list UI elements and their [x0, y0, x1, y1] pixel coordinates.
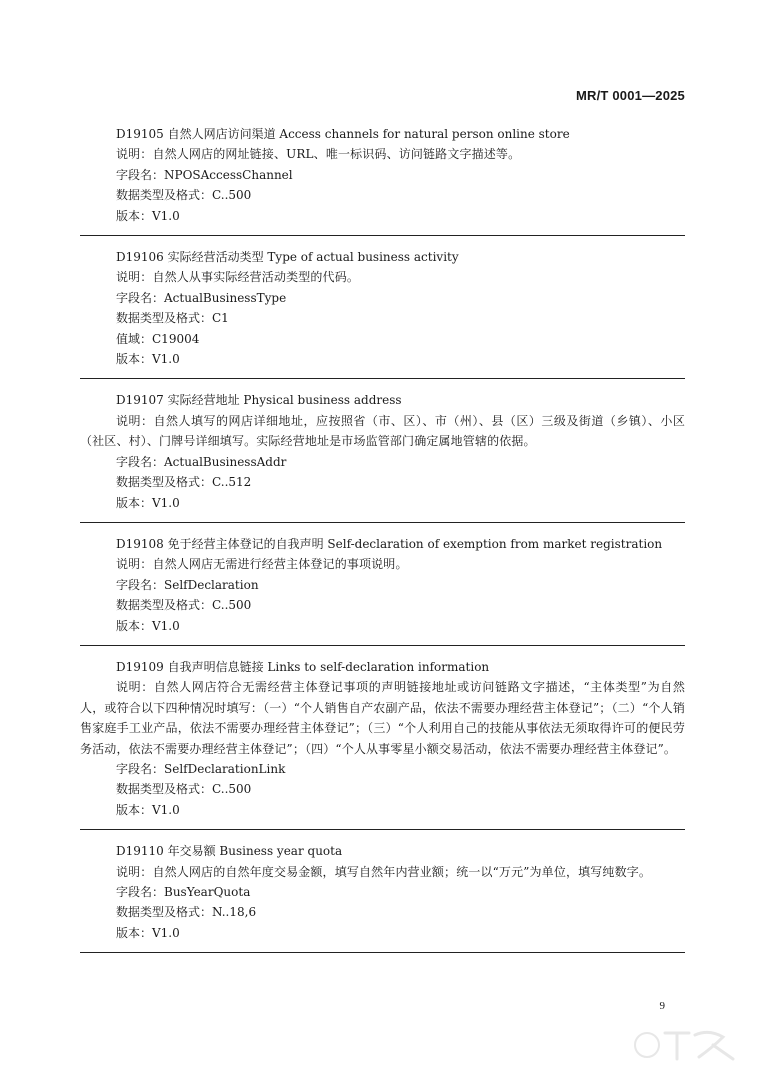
entry-description: 说明：自然人从事实际经营活动类型的代码。: [116, 270, 360, 285]
standard-code: MR/T 0001—2025: [575, 88, 685, 103]
entry-version: 版本：V1.0: [116, 352, 180, 367]
entry-version: 版本：V1.0: [116, 802, 180, 817]
entry-title: D19106 实际经营活动类型 Type of actual business activity: [116, 250, 459, 265]
data-element-entry: [80, 841, 685, 953]
entry-version: 版本：V1.0: [116, 618, 180, 633]
entry-description: 说明：自然人网店的网址链接、URL、唯一标识码、访问链路文字描述等。: [116, 147, 521, 162]
entry-field-name: 字段名：ActualBusinessType: [116, 290, 287, 305]
entry-version: 版本：V1.0: [116, 208, 180, 223]
entry-field-name: 字段名：SelfDeclaration: [116, 577, 259, 592]
entry-data-type: 数据类型及格式：N..18,6: [116, 905, 257, 920]
document-body: [80, 124, 685, 964]
page-number: 9: [659, 1000, 665, 1012]
entry-data-type: 数据类型及格式：C..500: [116, 598, 252, 613]
entry-description: 说明：自然人网店无需进行经营主体登记的事项说明。: [116, 557, 408, 572]
watermark-logo-icon: [629, 1023, 749, 1069]
entry-data-type: 数据类型及格式：C..500: [116, 188, 252, 203]
data-element-entry: [80, 124, 685, 236]
entry-field-name: 字段名：BusYearQuota: [116, 885, 251, 899]
entry-value-domain: 值域：C19004: [116, 331, 200, 346]
entry-description: 说明：自然人网店的自然年度交易金额，填写自然年内营业额；统一以“万元”为单位，填写纯数字。: [116, 864, 652, 879]
entry-field-name: 字段名：SelfDeclarationLink: [116, 761, 286, 776]
entry-description: 说明：自然人填写的网店详细地址，应按照省（市、区）、市（州）、县（区）三级及街道（乡镇）、小区（社区、村）、门牌号详细填写。实际经营地址是市场监管部门确定属地管辖的依据。: [80, 413, 685, 449]
entry-data-type: 数据类型及格式：C..500: [116, 782, 252, 797]
data-element-entry: [80, 390, 685, 522]
entry-version: 版本：V1.0: [116, 495, 180, 510]
entry-description: 说明：自然人网店符合无需经营主体登记事项的声明链接地址或访问链路文字描述，“主体类型”为自然人，或符合以下四种情况时填写：（一）“个人销售自产农副产品，依法不需要办理经营主体登记”；（二）“个人销售家庭手工业产品，依法不需要办理经营主体登记”；（三）“个人利用自己的技能从事依法无须取得许可的便民劳务活动，依法不需要办理经营主体登记”；（四）“个人从事零星小额交易活动，依法不需要办理经营主体登记”。: [80, 680, 685, 756]
data-element-entry: [80, 247, 685, 379]
entry-title: D19105 自然人网店访问渠道 Access channels for natural person online store: [116, 127, 570, 141]
data-element-entry: [80, 534, 685, 646]
entry-title: D19108 免于经营主体登记的自我声明 Self-declaration of exemption from market registration: [116, 536, 663, 551]
data-element-entry: [80, 657, 685, 830]
entry-field-name: 字段名：NPOSAccessChannel: [116, 167, 293, 182]
entry-field-name: 字段名：ActualBusinessAddr: [116, 454, 287, 469]
entry-data-type: 数据类型及格式：C..512: [116, 475, 252, 490]
entry-title: D19107 实际经营地址 Physical business address: [116, 393, 402, 408]
entry-title: D19110 年交易额 Business year quota: [116, 844, 343, 859]
entry-title: D19109 自我声明信息链接 Links to self-declaration information: [116, 659, 490, 674]
entry-data-type: 数据类型及格式：C1: [116, 311, 229, 326]
entry-version: 版本：V1.0: [116, 925, 180, 940]
